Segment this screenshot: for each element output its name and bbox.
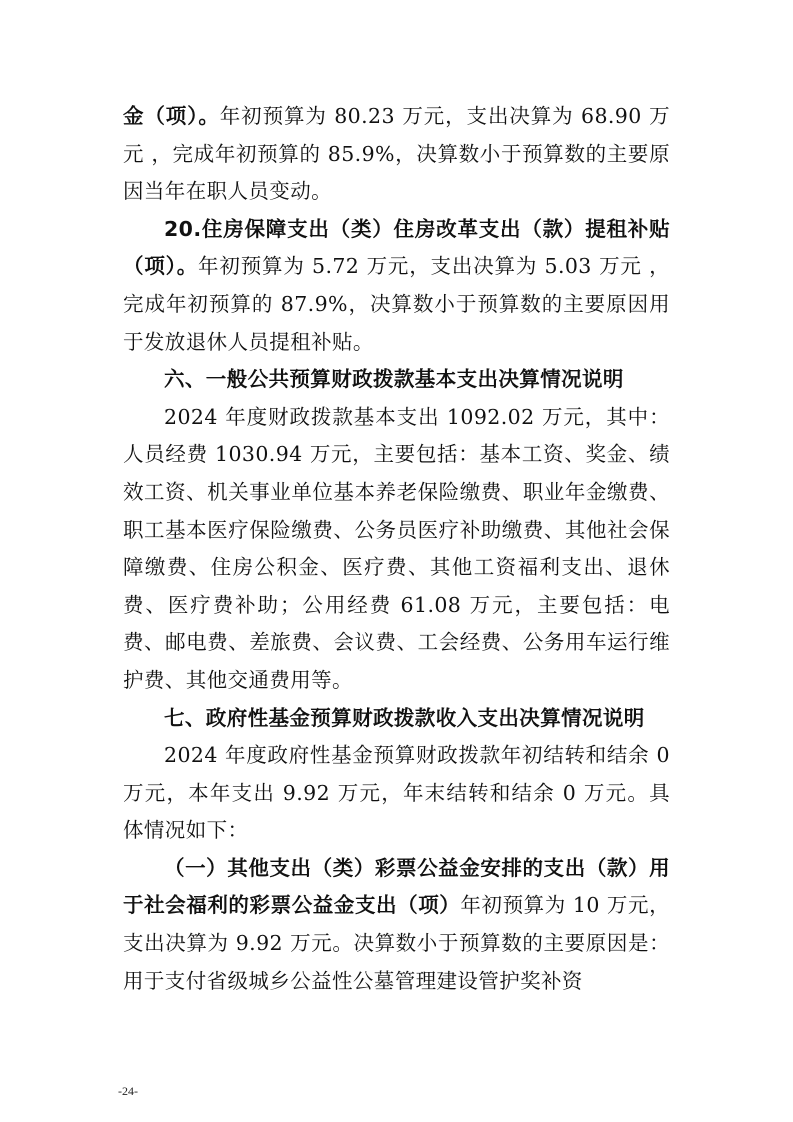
subitem-1-title: （一）其他支出（类）彩票公益金安排的支出（款）用于社会福利的彩票公益金支出（项） [123,855,670,918]
section-7-heading: 七、政府性基金预算财政拨款收入支出决算情况说明 [164,705,645,730]
item-20-title: 20.住房保障支出（类）住房改革支出（款）提租补贴（项）。 [123,216,670,279]
item-20-body: 年初预算为 5.72 万元，支出决算为 5.03 万元 ，完成年初预算的 87.9%，决算数小于预算数的主要原因用于发放退休人员提租补贴。 [123,254,670,354]
section-7-subitem-1 [123,850,670,1000]
subitem-1-body: 年初预算为 10 万元，支出决算为 9.92 万元。决算数小于预算数的主要原因是：用于支付省级城乡公益性公墓管理建设管护奖补资 [123,893,670,993]
section-6-heading: 六、一般公共预算财政拨款基本支出决算情况说明 [164,367,624,392]
page-number: -24- [118,1084,138,1098]
item-body-continued: 年初预算为 80.23 万元，支出决算为 68.90 万元 ，完成年初预算的 85.9%，决算数小于预算数的主要原因当年在职人员变动。 [123,104,671,204]
paragraph-item-20 [123,211,670,361]
section-7-body: 2024 年度政府性基金预算财政拨款年初结转和结余 0 万元，本年支出 9.92 万元，年末结转和结余 0 万元。具体情况如下： [123,743,670,843]
paragraph-continued-item [123,98,670,211]
page-content [123,98,670,1000]
item-title-continued: 金（项）。 [123,104,220,128]
section-6-body: 2024 年度财政拨款基本支出 1092.02 万元，其中：人员经费 1030.94 万元，主要包括：基本工资、奖金、绩效工资、机关事业单位基本养老保险缴费、职业年金缴费、职工基本医疗保险缴费、公务员医疗补助缴费、其他社会保障缴费、住房公积金、医疗费、其他工资福利支出、退休费、医疗费补助；公用经费 61.08 万元，主要包括：电费、邮电费、差旅费、会议费、工会经费、公务用车运行维护费、其他交通费用等。 [123,404,670,692]
